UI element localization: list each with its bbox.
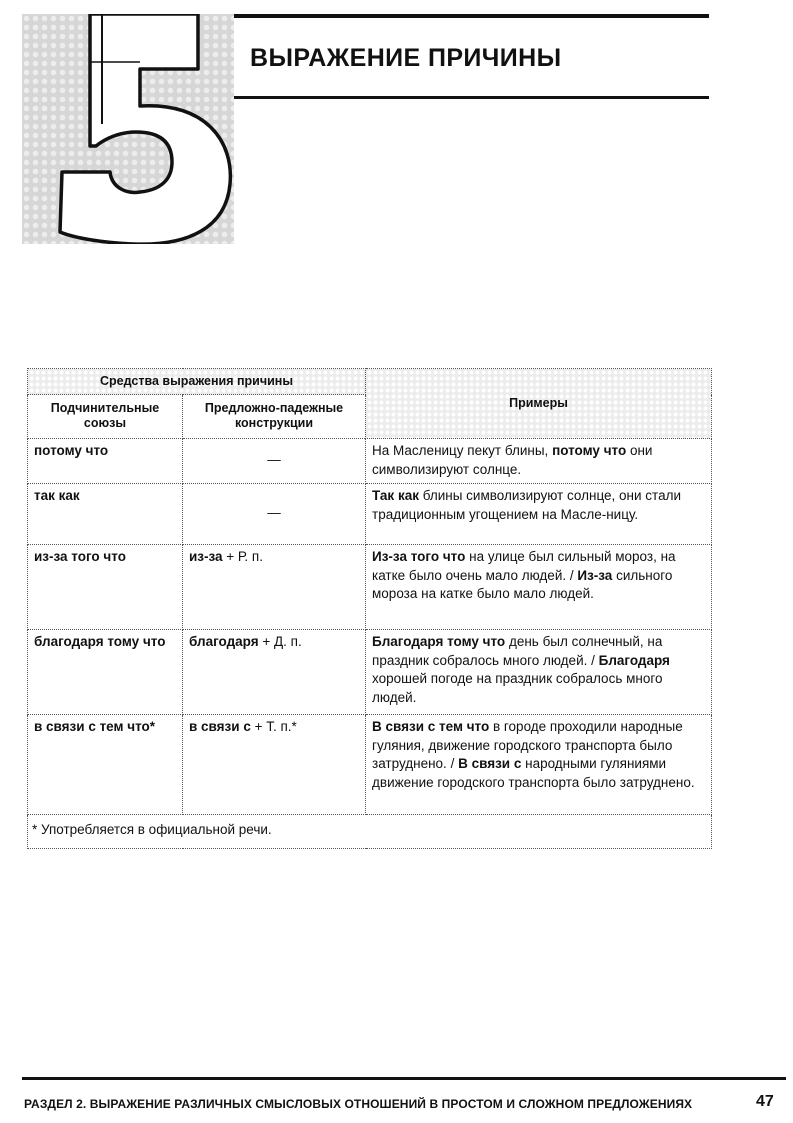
page-number: 47 xyxy=(756,1093,774,1110)
conjunction-cell: в связи с тем что* xyxy=(28,715,183,815)
group-header: Средства выражения причины xyxy=(28,369,366,395)
example-text: на улице был сильный мороз, на катке было очень мало людей. / xyxy=(372,549,676,583)
conjunction-cell: так как xyxy=(28,484,183,545)
table-row xyxy=(28,545,712,630)
example-highlight: Из-за xyxy=(577,567,613,583)
example-cell xyxy=(366,439,712,484)
constructions-header: Предложно-падежные конструкции xyxy=(183,395,366,439)
example-cell xyxy=(366,545,712,630)
table-row xyxy=(28,439,712,484)
causal-means-table xyxy=(27,368,711,849)
construction-preposition: благодаря xyxy=(189,634,259,649)
footer-rule xyxy=(22,1077,786,1080)
title-rule xyxy=(234,96,709,99)
table-row xyxy=(28,715,712,815)
conjunction-cell: благодаря тому что xyxy=(28,630,183,715)
example-text: хорошей погоде на праздник собралось много людей. xyxy=(372,671,663,705)
example-highlight: потому что xyxy=(552,443,627,458)
construction-cell xyxy=(183,715,366,815)
conjunction-cell: из-за того что xyxy=(28,545,183,630)
example-text: народными гуляниями движение городского транспорта было затруднено. xyxy=(372,756,695,790)
table-row xyxy=(28,484,712,545)
construction-cell: — xyxy=(183,484,366,545)
construction-cell xyxy=(183,630,366,715)
example-highlight: Так как xyxy=(372,488,419,503)
conjunction-cell: потому что xyxy=(28,439,183,484)
table-row xyxy=(28,630,712,715)
example-text: день был солнечный, на праздник собралось много людей. / xyxy=(372,634,663,668)
example-highlight: В связи с тем что xyxy=(372,719,490,734)
example-cell xyxy=(366,630,712,715)
examples-header: Примеры xyxy=(366,369,712,439)
example-text: блины символизируют солнце, они стали традиционным угощением на Масле-ницу. xyxy=(372,488,681,522)
construction-case: + Р. п. xyxy=(222,549,263,564)
example-cell xyxy=(366,715,712,815)
conjunctions-header: Подчинительные союзы xyxy=(28,395,183,439)
example-cell xyxy=(366,484,712,545)
example-text: На Масленицу пекут блины, xyxy=(372,443,553,458)
example-text: сильного мороза на катке было мало людей. xyxy=(372,567,673,601)
footnote: * Употребляется в официальной речи. xyxy=(28,815,712,849)
construction-case: + Т. п.* xyxy=(250,719,297,734)
example-highlight: В связи с xyxy=(458,756,522,771)
running-footer: РАЗДЕЛ 2. ВЫРАЖЕНИЕ РАЗЛИЧНЫХ СМЫСЛОВЫХ ОТНОШЕНИЙ В ПРОСТОМ И СЛОЖНОМ ПРЕДЛОЖЕНИЯХ xyxy=(24,1097,693,1111)
example-text: в городе проходили народные гуляния, движение городского транспорта было затруднено. / xyxy=(372,719,683,771)
chapter-number-graphic xyxy=(22,14,234,244)
construction-cell: — xyxy=(183,439,366,484)
example-text: они символизируют солнце. xyxy=(372,443,653,477)
top-rule xyxy=(234,14,709,18)
chapter-title: ВЫРАЖЕНИЕ ПРИЧИНЫ xyxy=(250,44,562,72)
construction-case: + Д. п. xyxy=(258,634,302,649)
chapter-number-5 xyxy=(22,14,234,244)
footnote-row xyxy=(28,815,712,849)
construction-preposition: в связи с xyxy=(189,719,251,734)
construction-cell xyxy=(183,545,366,630)
example-highlight: Благодаря xyxy=(598,652,670,668)
construction-preposition: из-за xyxy=(189,549,223,564)
example-highlight: Из-за того что xyxy=(372,549,466,564)
example-highlight: Благодаря тому что xyxy=(372,634,506,649)
